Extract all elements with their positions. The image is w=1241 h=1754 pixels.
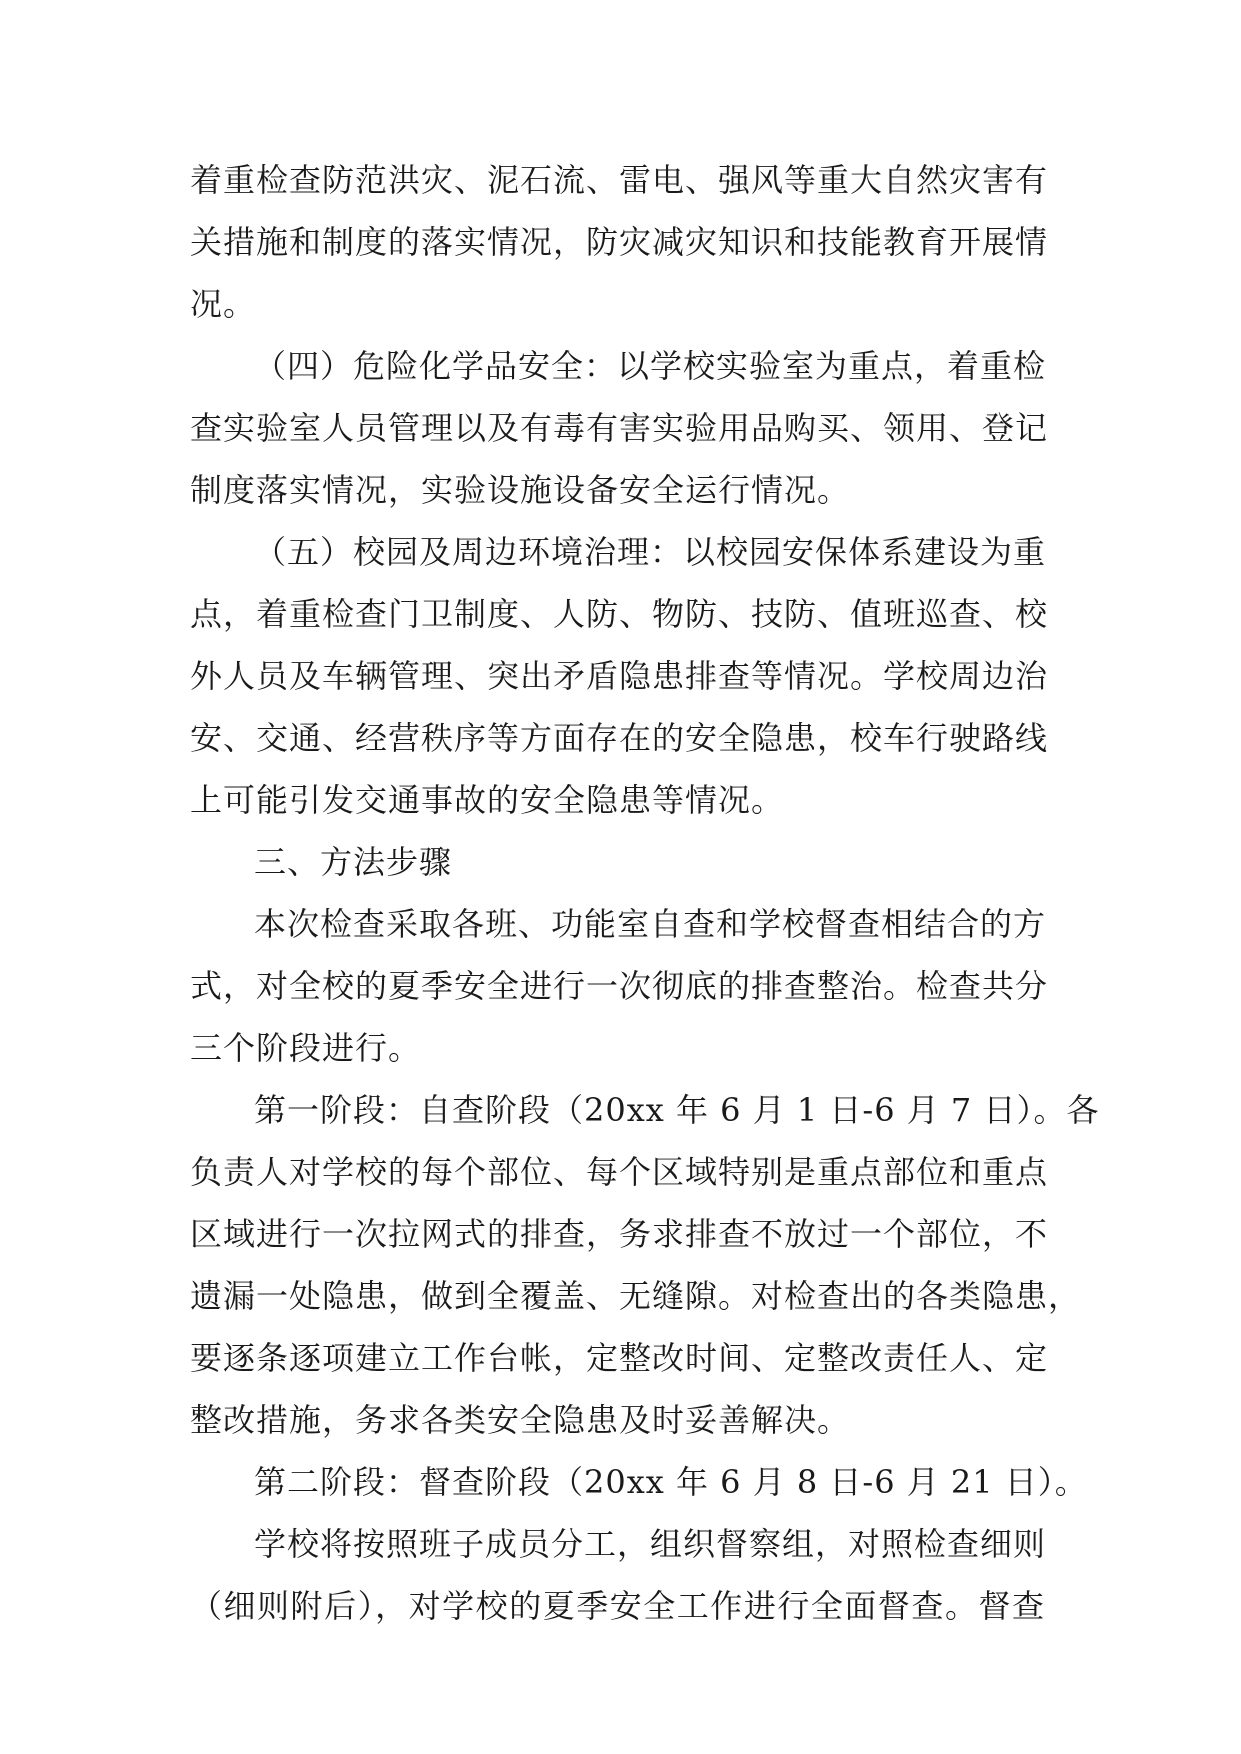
text-line: 外人员及车辆管理、突出矛盾隐患排查等情况。学校周边治 xyxy=(190,657,1049,695)
text-line: 三个阶段进行。 xyxy=(190,1029,422,1067)
text-line: 式，对全校的夏季安全进行一次彻底的排查整治。检查共分 xyxy=(190,967,1049,1005)
text-line: 整改措施，务求各类安全隐患及时妥善解决。 xyxy=(190,1401,851,1439)
text-line: 区域进行一次拉网式的排查，务求排查不放过一个部位，不 xyxy=(190,1215,1049,1253)
text-line: （五）校园及周边环境治理：以校园安保体系建设为重 xyxy=(254,533,1047,571)
text-line: 学校将按照班子成员分工，组织督察组，对照检查细则 xyxy=(254,1525,1047,1563)
text-line: 上可能引发交通事故的安全隐患等情况。 xyxy=(190,781,785,819)
text-line: 查实验室人员管理以及有毒有害实验用品购买、领用、登记 xyxy=(190,409,1049,447)
text-line: 关措施和制度的落实情况，防灾减灾知识和技能教育开展情 xyxy=(190,223,1049,261)
text-line: 本次检查采取各班、功能室自查和学校督查相结合的方 xyxy=(254,905,1047,943)
text-line: 第二阶段：督查阶段（20xx 年 6 月 8 日-6 月 21 日）。 xyxy=(254,1463,1088,1501)
text-line: （细则附后），对学校的夏季安全工作进行全面督查。督查 xyxy=(190,1587,1045,1625)
text-line: 点，着重检查门卫制度、人防、物防、技防、值班巡查、校 xyxy=(190,595,1049,633)
text-line: 负责人对学校的每个部位、每个区域特别是重点部位和重点 xyxy=(190,1153,1049,1191)
text-line: 着重检查防范洪灾、泥石流、雷电、强风等重大自然灾害有 xyxy=(190,161,1049,199)
text-line: 要逐条逐项建立工作台帐，定整改时间、定整改责任人、定 xyxy=(190,1339,1049,1377)
text-line: 制度落实情况，实验设施设备安全运行情况。 xyxy=(190,471,851,509)
text-line: 第一阶段：自查阶段（20xx 年 6 月 1 日-6 月 7 日）。各 xyxy=(254,1091,1100,1129)
section-heading: 三、方法步骤 xyxy=(254,843,453,881)
text-line: 安、交通、经营秩序等方面存在的安全隐患，校车行驶路线 xyxy=(190,719,1049,757)
text-line: （四）危险化学品安全：以学校实验室为重点，着重检 xyxy=(254,347,1047,385)
text-line: 况。 xyxy=(190,285,257,323)
text-line: 遗漏一处隐患，做到全覆盖、无缝隙。对检查出的各类隐患， xyxy=(190,1277,1082,1315)
